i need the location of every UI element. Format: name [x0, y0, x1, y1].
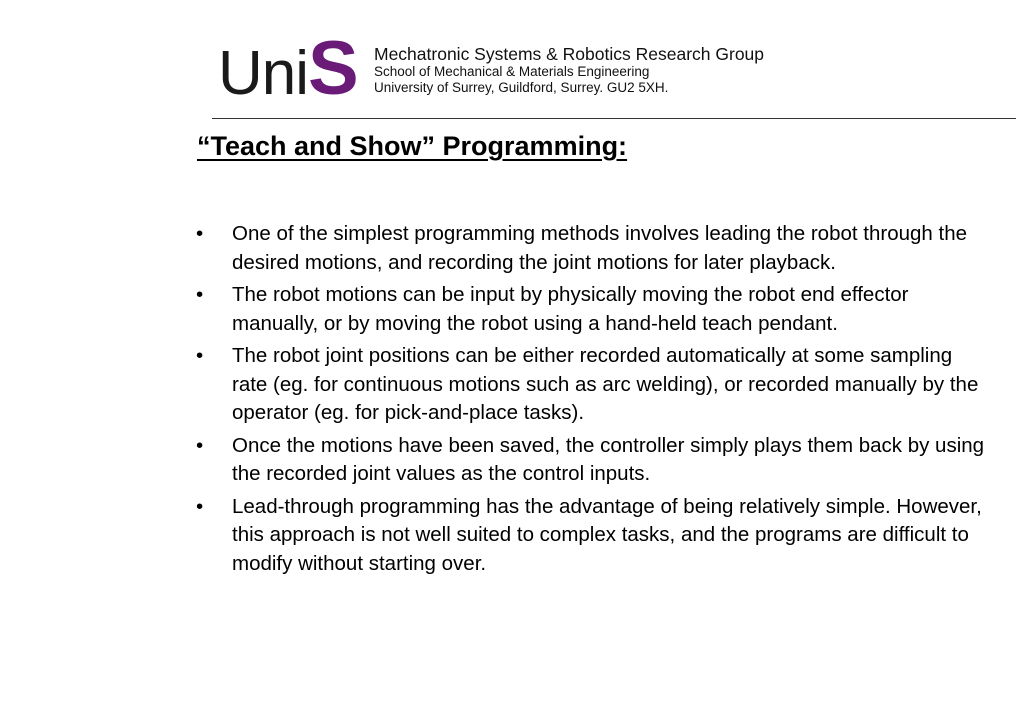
bullet-item [196, 432, 986, 489]
logo-s-letter: S [308, 26, 357, 111]
bullet-text: Once the motions have been saved, the controller simply plays them back by using the recorded joint values as the control inputs. [232, 433, 985, 485]
header-divider [212, 118, 1016, 119]
bullet-text: One of the simplest programming methods involves leading the robot through the desired motions, and recording the joint motions for later playback. [232, 222, 967, 274]
bullet-text: Lead-through programming has the advantage of being relatively simple. However, this approach is not well suited to complex tasks, and the programs are difficult to modify without starting over. [232, 494, 982, 575]
university-address: University of Surrey, Guildford, Surrey. GU2 5XH. [374, 80, 669, 95]
bullet-dot-icon: • [196, 344, 204, 367]
organization-block [374, 44, 764, 96]
school-name: School of Mechanical & Materials Engineering [374, 64, 650, 79]
bullet-dot-icon: • [196, 222, 204, 245]
bullet-dot-icon: • [196, 494, 204, 518]
slide-header [0, 0, 1024, 120]
logo-uni-text: Uni [218, 39, 309, 108]
bullet-dot-icon: • [196, 283, 204, 306]
bullet-text: The robot motions can be input by physically moving the robot end effector manually, or by moving the robot using a hand-held teach pendant. [232, 283, 909, 335]
slide-title: “Teach and Show” Programming: [197, 131, 628, 161]
bullet-item [196, 342, 986, 428]
bullet-item [196, 281, 986, 338]
bullet-text: The robot joint positions can be either recorded automatically at some sampling rate (eg. for continuous motions such as arc welding), or recorded manually by the operator (eg. for pick-and-place tasks). [232, 344, 979, 424]
bullet-item [196, 493, 986, 579]
bullet-item [196, 220, 986, 277]
bullet-dot-icon: • [196, 433, 204, 457]
bullet-list [196, 220, 986, 582]
research-group-name: Mechatronic Systems & Robotics Research Group [374, 44, 765, 64]
unis-logo [218, 26, 357, 111]
